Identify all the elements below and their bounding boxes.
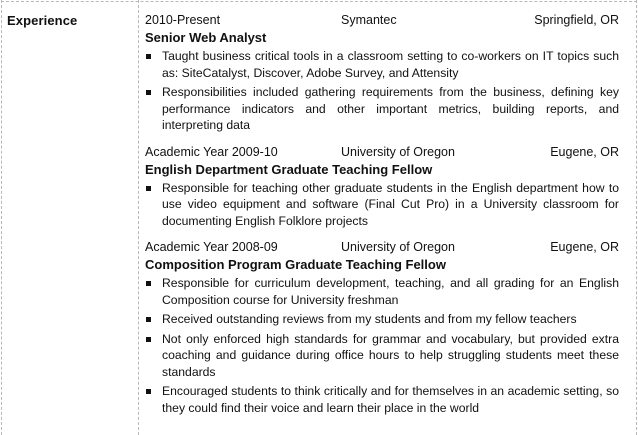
- entry-meta: [145, 11, 619, 29]
- square-bullet-icon: [146, 90, 151, 95]
- experience-entry: [145, 238, 619, 416]
- bullet-item: [145, 84, 619, 134]
- entry-location: Eugene, OR: [550, 240, 619, 254]
- square-bullet-icon: [146, 337, 151, 342]
- entry-date: 2010-Present: [145, 13, 221, 27]
- entry-bullet-list: [145, 275, 619, 416]
- entry-job-title: Composition Program Graduate Teaching Fellow: [145, 257, 446, 272]
- experience-entry: [145, 11, 619, 134]
- square-bullet-icon: [146, 389, 151, 394]
- entry-job-title: English Department Graduate Teaching Fellow: [145, 161, 433, 177]
- column-divider: [138, 0, 139, 435]
- bullet-item: [145, 48, 619, 81]
- bullet-text: Taught business critical tools in a classroom setting to co-workers on IT topics such as: SiteCatalyst, Discover, Adobe Survey, and Attensity: [162, 49, 619, 80]
- section-label-experience: Experience: [7, 13, 78, 28]
- square-bullet-icon: [146, 281, 151, 286]
- entry-location: Eugene, OR: [550, 144, 619, 159]
- bullet-text: Responsible for teaching other graduate students in the English department how to use video equipment and software (Final Cut Pro) in a University classroom for documenting English Folklore projects: [162, 180, 619, 228]
- bullet-text: Received outstanding reviews from my students and from my fellow teachers: [162, 312, 577, 326]
- entry-organization: University of Oregon: [341, 240, 455, 254]
- bullet-text: Encouraged students to think critically and for themselves in an academic setting, so they could find their voice and learn their place in the world: [162, 384, 619, 415]
- bullet-item: [145, 180, 619, 230]
- bullet-item: [145, 331, 619, 381]
- bullet-item: [145, 275, 619, 308]
- experience-content: [145, 11, 619, 419]
- table-left-border: [1, 0, 2, 435]
- entry-bullet-list: [145, 48, 619, 134]
- bullet-text: Responsibilities included gathering requirements from the business, defining key performance indicators and other important metrics, building reports, and interpreting data: [162, 85, 619, 132]
- square-bullet-icon: [146, 186, 151, 191]
- entry-location: Springfield, OR: [534, 13, 619, 27]
- entry-meta: [145, 238, 619, 256]
- entry-meta: [145, 143, 619, 161]
- entry-organization: Symantec: [341, 13, 397, 27]
- experience-entry: [145, 143, 619, 230]
- square-bullet-icon: [146, 54, 151, 59]
- table-right-border: [636, 0, 637, 435]
- square-bullet-icon: [146, 317, 151, 322]
- bullet-text: Responsible for curriculum development, teaching, and all grading for an English Composition course for University freshman: [162, 276, 619, 307]
- entry-date: Academic Year 2008-09: [145, 240, 278, 254]
- bullet-text: Not only enforced high standards for grammar and vocabulary, but provided extra coaching and guidance during office hours to help struggling students meet these standards: [162, 331, 619, 379]
- entry-date: Academic Year 2009-10: [145, 144, 278, 159]
- entry-organization: University of Oregon: [341, 144, 455, 159]
- table-top-border: [1, 1, 637, 2]
- entry-job-title: Senior Web Analyst: [145, 30, 267, 45]
- bullet-item: [145, 311, 619, 328]
- bullet-item: [145, 383, 619, 416]
- entry-bullet-list: [145, 180, 619, 230]
